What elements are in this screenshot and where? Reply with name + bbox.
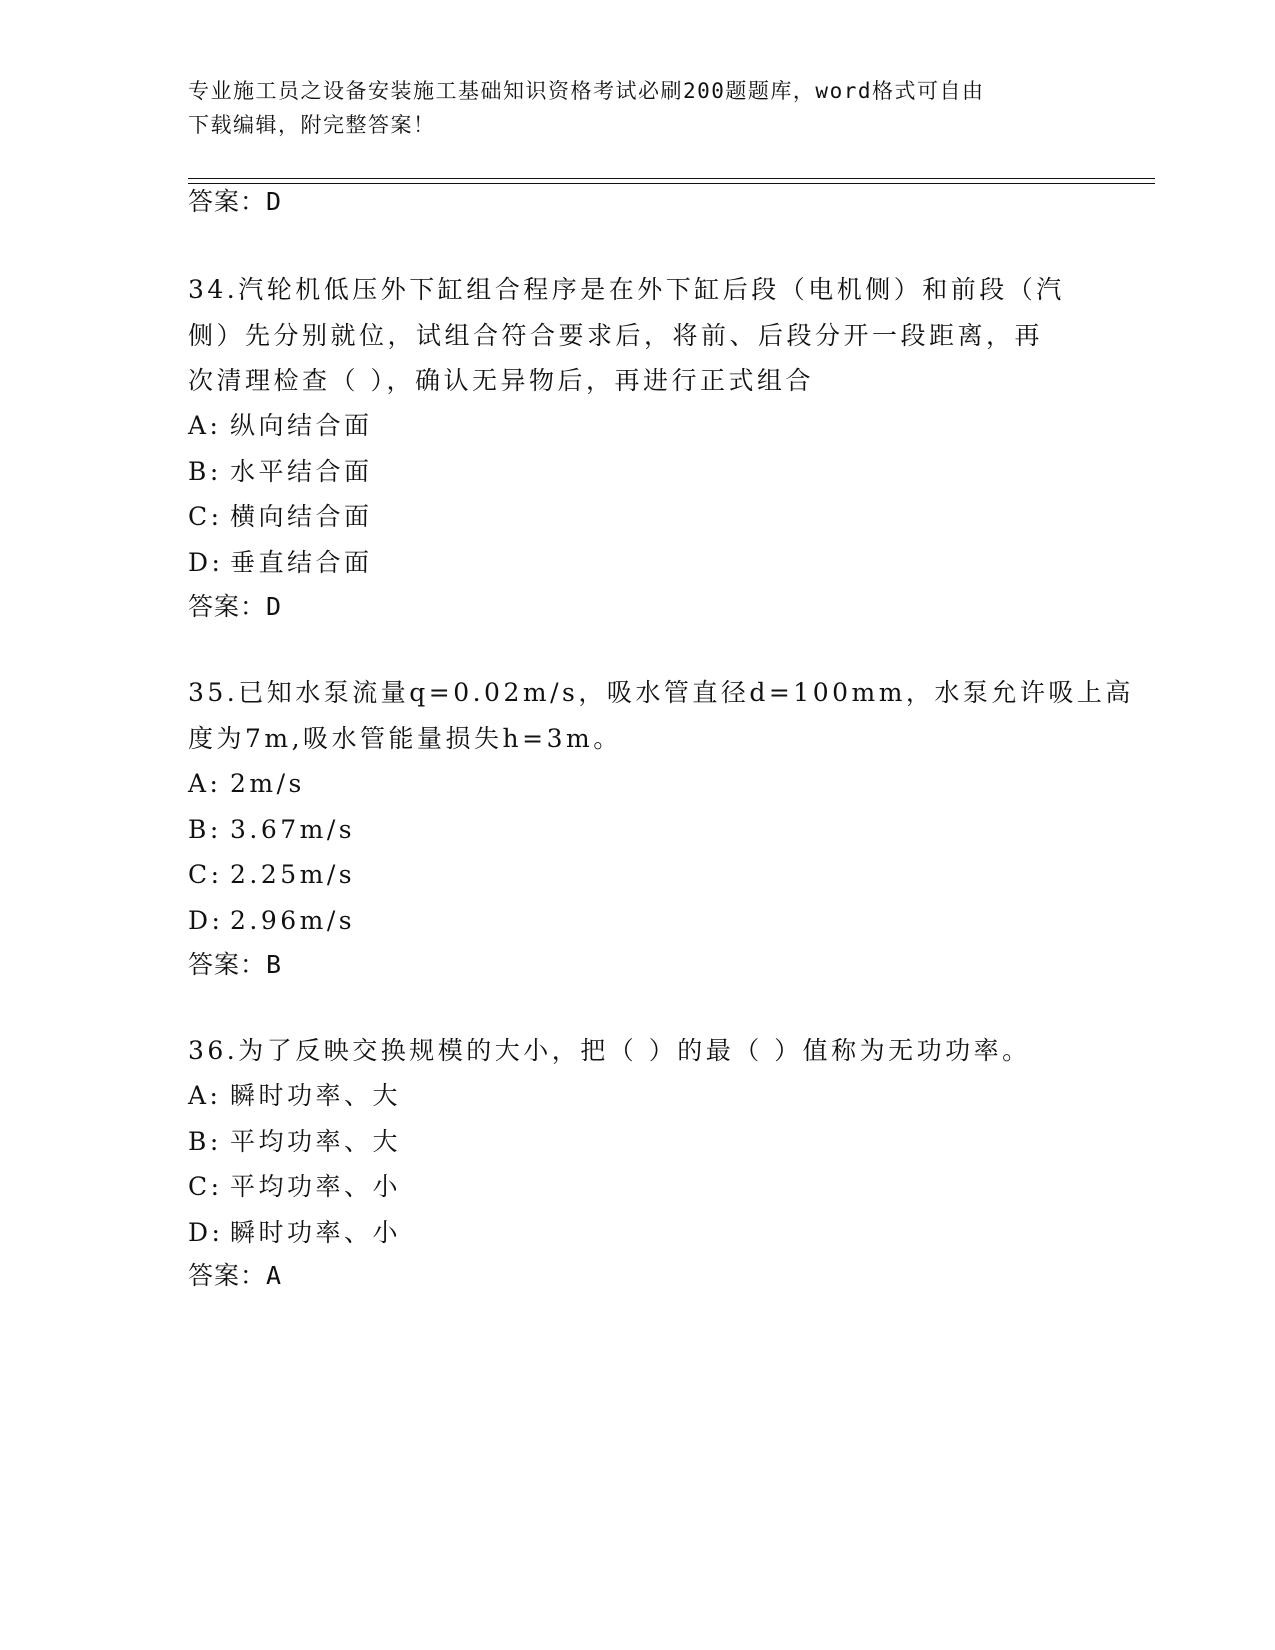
header-line-1: 专业施工员之设备安装施工基础知识资格考试必刷200题题库，word格式可自由 <box>188 79 985 103</box>
question-line: 36.为了反映交换规模的大小，把（ ）的最（ ）值称为无功功率。 <box>188 1036 1031 1065</box>
question-35 <box>188 670 1134 761</box>
question-36 <box>188 1028 1088 1074</box>
option-text: 2m/s <box>230 769 305 798</box>
option-c <box>188 1164 401 1210</box>
question-line: 34.汽轮机低压外下缸组合程序是在外下缸后段（电机侧）和前段（汽 <box>188 275 1065 304</box>
option-text: 2.96m/s <box>230 905 356 935</box>
options-35 <box>188 761 355 943</box>
question-line: 侧）先分别就位，试组合符合要求后，将前、后段分开一段距离，再 <box>188 320 1044 350</box>
option-label: C: <box>188 860 223 889</box>
option-label: A: <box>188 411 222 440</box>
option-a <box>188 403 373 449</box>
option-b <box>188 1119 401 1165</box>
option-text: 3.67m/s <box>230 814 356 844</box>
option-label: D: <box>188 547 224 577</box>
option-label: B: <box>188 456 222 486</box>
option-text: 垂直结合面 <box>230 547 373 577</box>
question-line: 35.已知水泵流量q=0.02m/s，吸水管直径d=100mm，水泵允许吸上高 <box>188 678 1134 707</box>
question-34 <box>188 267 1088 404</box>
option-label: B: <box>188 1126 222 1156</box>
option-c <box>188 852 355 898</box>
option-text: 纵向结合面 <box>230 411 373 440</box>
option-text: 横向结合面 <box>230 502 373 531</box>
option-text: 水平结合面 <box>230 456 373 486</box>
option-d <box>188 540 373 586</box>
option-label: B: <box>188 814 222 844</box>
option-text: 2.25m/s <box>230 860 356 889</box>
option-b <box>188 807 355 853</box>
option-text: 平均功率、大 <box>230 1126 402 1156</box>
option-text: 平均功率、小 <box>230 1172 402 1201</box>
options-36 <box>188 1073 401 1255</box>
option-a <box>188 1073 401 1119</box>
answer-36: 答案：A <box>188 1261 283 1290</box>
answer-34: 答案：D <box>188 592 283 621</box>
question-line: 次清理检查（ ），确认无异物后，再进行正式组合 <box>188 366 814 395</box>
option-label: A: <box>188 1081 222 1110</box>
option-d <box>188 1210 401 1256</box>
options-34 <box>188 403 373 585</box>
header-line-2: 下载编辑，附完整答案！ <box>188 113 436 137</box>
option-label: C: <box>188 502 223 531</box>
option-a <box>188 761 355 807</box>
previous-answer: 答案：D <box>188 187 283 216</box>
option-b <box>188 449 373 495</box>
page-header <box>188 74 1088 142</box>
answer-35: 答案：B <box>188 950 283 979</box>
option-label: D: <box>188 1217 224 1247</box>
header-rule-top <box>188 178 1155 179</box>
option-text: 瞬时功率、大 <box>230 1081 402 1110</box>
header-rule-bottom <box>188 183 1155 184</box>
option-label: A: <box>188 769 222 798</box>
option-d <box>188 898 355 944</box>
question-line: 度为7m,吸水管能量损失h=3m。 <box>188 723 622 753</box>
option-c <box>188 494 373 540</box>
option-label: C: <box>188 1172 223 1201</box>
option-label: D: <box>188 905 224 935</box>
option-text: 瞬时功率、小 <box>230 1217 402 1247</box>
